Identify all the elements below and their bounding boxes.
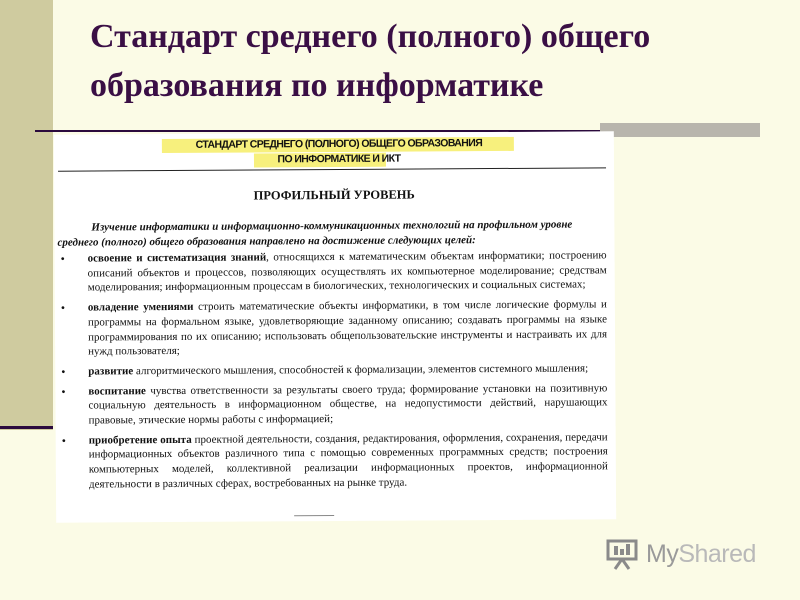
list-item	[55, 361, 615, 379]
goal-text: , относящихся к математическим объектам информатики; построению описаний объектов и процессов, позволяющих осуществлять их компьютерное моделирование; средствам моделирования; информационным процессам в биологических, технологических и социальных системах;	[87, 249, 607, 294]
bullet-icon: •	[61, 433, 66, 448]
list-item	[55, 248, 615, 296]
watermark-text-my: My	[646, 540, 679, 568]
presentation-board-icon	[605, 537, 641, 571]
bullet-icon: •	[61, 384, 66, 399]
goal-text: алгоритмического мышления, способностей к формализации, элементов системного мышления;	[133, 362, 589, 378]
goal-text: чувства ответственности за результаты своего труда; формирование установки на позитивную социальную деятельность в информационном обществе, на недопустимости действий, нарушающих правовые, этические нормы работы с информацией;	[88, 381, 608, 427]
watermark-text	[646, 537, 756, 571]
watermark-text-shared: Shared	[678, 540, 756, 568]
bullet-icon: •	[61, 364, 66, 379]
document-end-mark	[294, 515, 334, 516]
goal-term: освоение и систематизация знаний	[87, 251, 267, 265]
myshared-watermark	[605, 535, 765, 573]
list-item	[55, 297, 615, 359]
bullet-icon: •	[60, 300, 66, 315]
top-right-decorative-bar	[600, 123, 760, 137]
document-intro: Изучение информатики и информационно-коммуникационных технологий на профильном уровне среднего (полного) общего образования направлено на достижение следующих целей:	[57, 218, 573, 249]
left-divider-line	[0, 426, 53, 429]
slide-title: Стандарт среднего (полного) общего образования по информатике	[90, 18, 651, 104]
goal-term: приобретение опыта	[88, 433, 192, 447]
document-subtitle: ПРОФИЛЬНЫЙ УРОВЕНЬ	[253, 187, 415, 203]
document-header-rule	[58, 167, 606, 171]
list-item	[55, 381, 615, 429]
bullet-icon: •	[60, 251, 65, 266]
list-item	[56, 430, 616, 492]
document-header-line-1: СТАНДАРТ СРЕДНЕГО (ПОЛНОГО) ОБЩЕГО ОБРАЗОВАНИЯ	[195, 137, 483, 151]
left-decorative-bar	[0, 0, 53, 430]
goal-term: воспитание	[88, 384, 146, 398]
scanned-document	[54, 131, 616, 522]
goal-term: овладение умениями	[87, 300, 194, 314]
goal-term: развитие	[88, 365, 134, 378]
document-header-line-2: ПО ИНФОРМАТИКЕ И ИКТ	[277, 152, 401, 166]
goal-text: строить математические объекты информатики, в том числе логические формулы и программы на формальном языке, удовлетворяющие заданному описанию; создавать программы на языке программирования по их описанию; использовать общепользовательские инструменты и настраивать их для нужд пользователя;	[87, 298, 608, 358]
goal-text: проектной деятельности, создания, редактирования, оформления, сохранения, передачи информационных объектов различного типа с помощью современных программных средств; построения компьютерных моделей, коллективной реализации информационных проектов, информационной деятельности в различных сферах, востребованных на рынке труда.	[88, 431, 608, 491]
goals-list	[55, 248, 616, 497]
